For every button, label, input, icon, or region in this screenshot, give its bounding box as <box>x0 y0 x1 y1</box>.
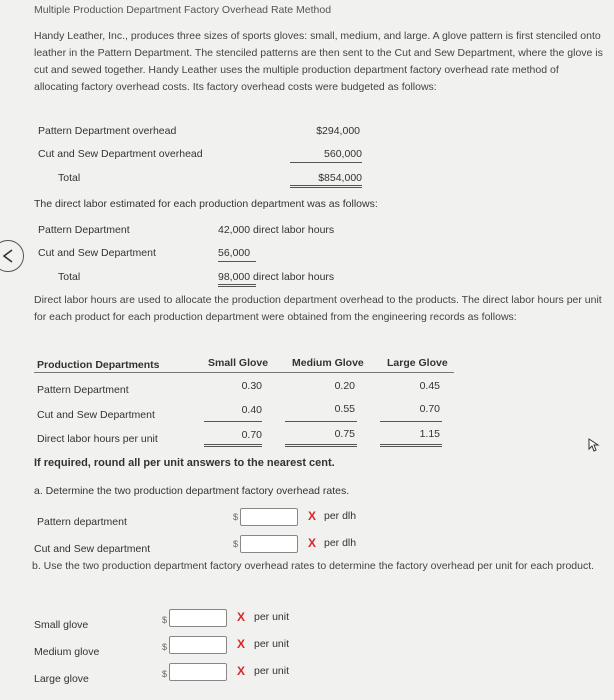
dollar-sign: $ <box>162 669 168 679</box>
total-rule-large <box>380 444 442 447</box>
table-header-large: Large Glove <box>387 357 448 369</box>
table-header-rule <box>34 372 454 373</box>
table-cell: 0.70 <box>241 429 262 441</box>
unit-label: per dlh <box>324 537 357 549</box>
table-cell: 0.20 <box>334 380 355 392</box>
table-row-label: Pattern Department <box>37 384 129 396</box>
total-rule-medium <box>285 444 357 447</box>
table-cell: 0.75 <box>334 428 355 440</box>
part-a-label-cutsew: Cut and Sew department <box>34 543 151 555</box>
overhead-label-pattern: Pattern Department overhead <box>38 125 177 137</box>
labor-total-label: Total <box>58 271 81 283</box>
small-glove-overhead-input[interactable] <box>169 609 227 627</box>
part-b-label-large: Large glove <box>34 673 89 685</box>
table-header-small: Small Glove <box>208 357 269 369</box>
part-b-label-small: Small glove <box>34 619 89 631</box>
table-cell: 0.55 <box>334 403 355 415</box>
previous-arrow-button[interactable] <box>0 240 24 272</box>
labor-total-text: 98,000 direct labor hours <box>218 271 335 283</box>
overhead-total-label: Total <box>58 172 81 184</box>
incorrect-mark-icon: X <box>308 509 317 523</box>
part-a-prompt: a. Determine the two production department factory overhead rates. <box>34 485 350 497</box>
table-cell: 0.70 <box>419 403 440 415</box>
table-row-label: Cut and Sew Department <box>37 409 155 421</box>
pattern-rate-input[interactable] <box>240 508 298 526</box>
labor-total-underline <box>218 284 256 287</box>
part-a-label-pattern: Pattern department <box>37 516 127 528</box>
labor-value-cutsew: 56,000 <box>218 247 256 262</box>
chevron-left-icon <box>0 247 17 265</box>
total-rule-small <box>204 444 262 447</box>
table-header-department: Production Departments <box>37 359 160 371</box>
medium-glove-overhead-input[interactable] <box>169 636 227 654</box>
overhead-total-amount: $854,000 <box>290 172 362 188</box>
labor-value-pattern: 42,000 direct labor hours <box>218 224 335 236</box>
table-cell: 0.45 <box>419 380 440 392</box>
unit-label: per unit <box>254 638 290 650</box>
overhead-amount-pattern: $294,000 <box>316 125 360 137</box>
dollar-sign: $ <box>162 615 168 625</box>
table-cell: 0.30 <box>241 380 262 392</box>
incorrect-mark-icon: X <box>308 536 317 550</box>
part-b-prompt: b. Use the two production department factory overhead rates to determine the factory overhead per unit for each product. <box>32 560 595 572</box>
subtotal-rule-large <box>380 421 442 422</box>
labor-label-cutsew: Cut and Sew Department <box>38 247 156 259</box>
cutsew-rate-input[interactable] <box>240 535 298 553</box>
dollar-sign: $ <box>233 539 239 549</box>
labor-total-value <box>218 271 334 283</box>
labor-intro: The direct labor estimated for each production department was as follows: <box>34 198 378 210</box>
table-row-label: Direct labor hours per unit <box>37 433 158 445</box>
labor-label-pattern: Pattern Department <box>38 224 130 236</box>
dollar-sign: $ <box>233 512 239 522</box>
subtotal-rule-small <box>204 421 262 422</box>
overhead-amount-cutsew: 560,000 <box>290 148 362 163</box>
problem-intro: Handy Leather, Inc., produces three sizes of sports gloves: small, medium, and large. A glove pattern is first stenciled onto leather in the Pattern Department. The stenciled patterns are then sent to the Cut and Sew Department, where the glove is cut and sewed together. Handy Leather uses the multiple production department factory overhead rate method of allocating factory overhead costs. Its factory overhead costs were budgeted as follows: <box>34 30 603 93</box>
page-title: Multiple Production Department Factory Overhead Rate Method <box>34 4 332 16</box>
large-glove-overhead-input[interactable] <box>169 663 227 681</box>
unit-label: per dlh <box>324 510 357 522</box>
incorrect-mark-icon: X <box>237 637 246 651</box>
table-header-medium: Medium Glove <box>292 357 364 369</box>
table-cell: 1.15 <box>419 428 440 440</box>
dollar-sign: $ <box>162 642 168 652</box>
overhead-label-cutsew: Cut and Sew Department overhead <box>38 148 203 160</box>
part-b-label-medium: Medium glove <box>34 646 100 658</box>
hours-intro: Direct labor hours are used to allocate the production department overhead to the products. The direct labor hours per unit for each product for each production department were obtained from the engineering records as follows: <box>34 294 602 323</box>
incorrect-mark-icon: X <box>237 664 246 678</box>
table-cell: 0.40 <box>241 404 262 416</box>
mouse-cursor-icon <box>588 438 600 452</box>
subtotal-rule-medium <box>285 421 357 422</box>
unit-label: per unit <box>254 611 290 623</box>
unit-label: per unit <box>254 665 290 677</box>
incorrect-mark-icon: X <box>237 610 246 624</box>
rounding-instruction: If required, round all per unit answers to the nearest cent. <box>34 457 335 469</box>
